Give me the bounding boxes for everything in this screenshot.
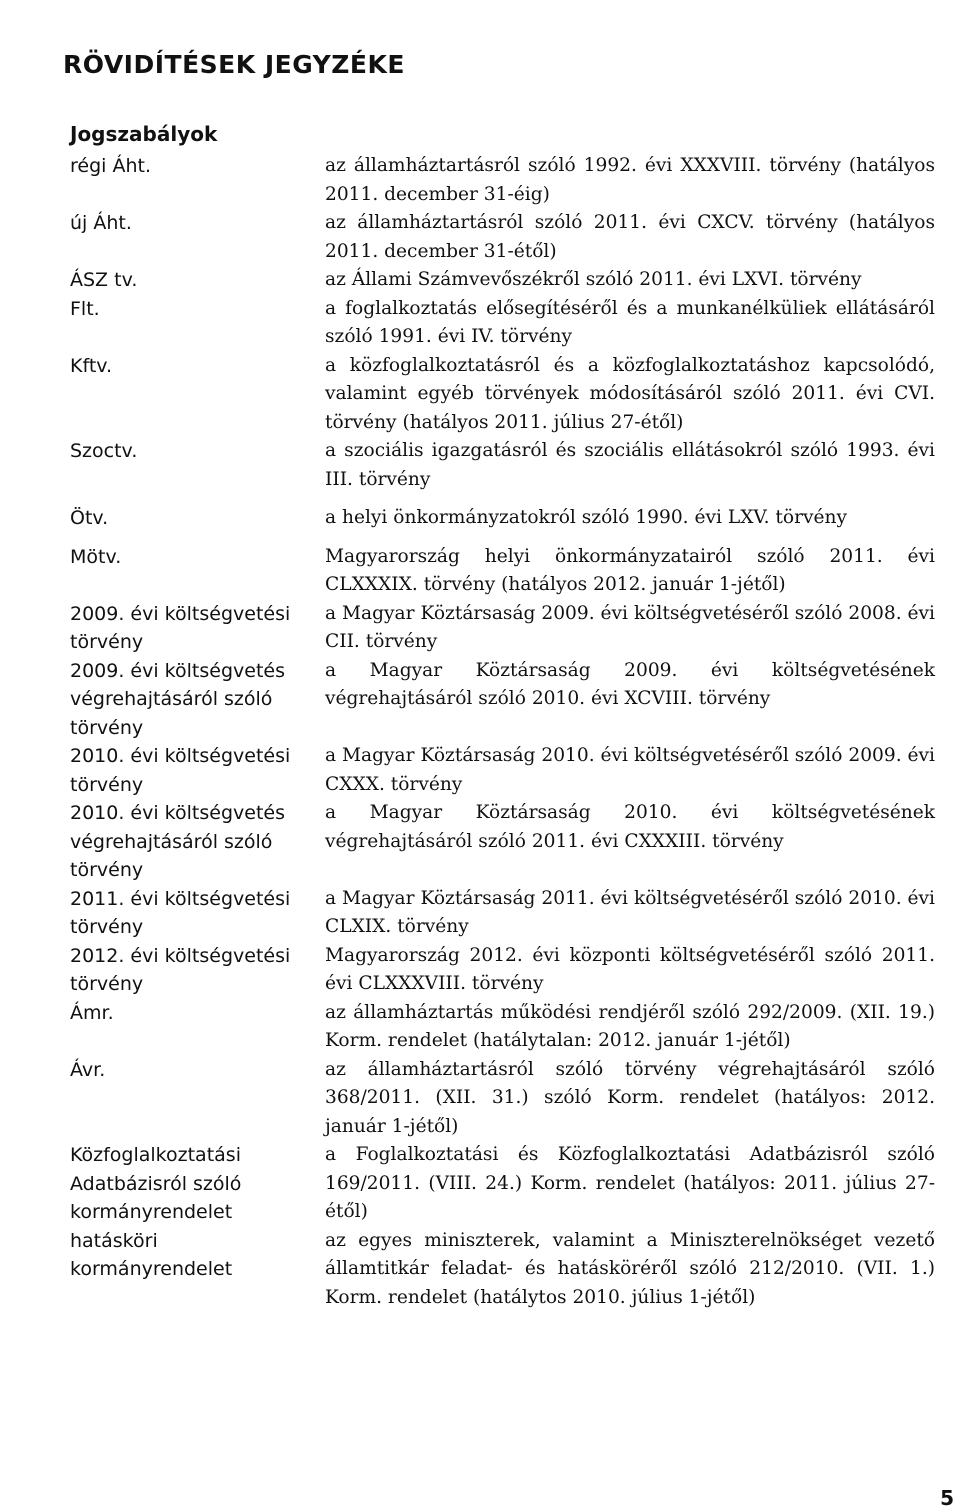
abbreviation-term: hatásköri kormányrendelet: [70, 1229, 233, 1280]
abbreviation-entry: [70, 799, 950, 885]
abbreviation-term: Flt.: [70, 297, 100, 320]
abbreviation-definition: a Magyar Köztársaság 2009. évi költségvetésének végrehajtásáról szóló 2010. évi XCVIII. törvény: [325, 659, 935, 709]
abbreviation-definition: az egyes miniszterek, valamint a Miniszterelnökséget vezető államtitkár feladat- és hatásköréről szóló 212/2010. (VII. 1.) Korm. rendelet (hatálytos 2010. július 1-jétől): [325, 1229, 935, 1308]
abbreviation-term: 2009. évi költségvetés végrehajtásáról szóló törvény: [70, 659, 285, 739]
abbreviation-term: Ötv.: [70, 507, 109, 529]
abbreviation-definition: a helyi önkormányzatokról szóló 1990. évi LXV. törvény: [325, 507, 847, 528]
page-title: RÖVIDÍTÉSEK JEGYZÉKE: [63, 50, 405, 79]
abbreviation-term: Mötv.: [70, 545, 122, 568]
abbreviation-term: 2011. évi költségvetési törvény: [70, 887, 291, 938]
abbreviation-term: Ávr.: [70, 1058, 106, 1081]
abbreviation-term: Szoctv.: [70, 440, 138, 462]
abbreviation-definition: az Állami Számvevőszékről szóló 2011. évi LXVI. törvény: [325, 269, 862, 290]
abbreviation-term: 2010. évi költségvetési törvény: [70, 745, 291, 796]
abbreviation-definition: Magyarország helyi önkormányzatairól szóló 2011. évi CLXXXIX. törvény (hatályos 2012. január 1-jétől): [325, 545, 935, 595]
abbreviation-entry: [70, 1056, 950, 1142]
abbreviation-entry: [70, 1227, 950, 1313]
abbreviation-entry: [70, 352, 950, 438]
abbreviation-entry: [70, 999, 950, 1056]
abbreviation-entry: [70, 295, 950, 352]
abbreviation-definition: Magyarország 2012. évi központi költségvetéséről szóló 2011. évi CLXXXVIII. törvény: [325, 944, 935, 994]
abbreviation-term: Ámr.: [70, 1001, 114, 1024]
abbreviation-definition: az államháztartásról szóló 1992. évi XXXVIII. törvény (hatályos 2011. december 31-éig): [325, 155, 935, 205]
page-number: 5: [940, 1486, 954, 1510]
abbreviation-definition: a Foglalkoztatási és Közfoglalkoztatási Adatbázisról szóló 169/2011. (VIII. 24.) Korm. rendelet (hatályos: 2011. július 27-étől): [325, 1144, 935, 1222]
abbreviation-entry: [70, 437, 950, 494]
abbreviation-definition: az államháztartás működési rendjéről szóló 292/2009. (XII. 19.) Korm. rendelet (hatálytalan: 2012. január 1-jétől): [325, 1001, 935, 1051]
abbreviation-entry: [70, 600, 950, 657]
abbreviation-entry: [70, 504, 950, 533]
abbreviation-entry: [70, 885, 950, 942]
abbreviation-term: Közfoglalkoztatási Adatbázisról szóló kormányrendelet: [70, 1144, 242, 1223]
abbreviation-entry: [70, 266, 950, 295]
abbreviation-definition: a szociális igazgatásról és szociális ellátásokról szóló 1993. évi III. törvény: [325, 440, 935, 490]
abbreviation-entry: [70, 543, 950, 600]
abbreviation-term: 2010. évi költségvetés végrehajtásáról szóló törvény: [70, 802, 285, 881]
abbreviation-entry: [70, 1141, 950, 1227]
abbreviation-definition: a Magyar Köztársaság 2010. évi költségvetésének végrehajtásáról szóló 2011. évi CXXXIII. törvény: [325, 802, 935, 852]
abbreviation-list: [70, 152, 950, 1312]
section-heading: Jogszabályok: [70, 122, 218, 146]
abbreviation-definition: az államháztartásról szóló törvény végrehajtásáról szóló 368/2011. (XII. 31.) szóló Korm. rendelet (hatályos: 2012. január 1-jétől): [325, 1058, 935, 1137]
abbreviation-entry: [70, 942, 950, 999]
abbreviation-definition: a foglalkoztatás elősegítéséről és a munkanélküliek ellátásáról szóló 1991. évi IV. törvény: [325, 297, 935, 347]
abbreviation-entry: [70, 742, 950, 799]
abbreviation-term: új Áht.: [70, 212, 132, 234]
abbreviation-definition: a Magyar Köztársaság 2011. évi költségvetéséről szóló 2010. évi CLXIX. törvény: [325, 887, 935, 937]
abbreviation-term: régi Áht.: [70, 155, 151, 177]
abbreviation-term: Kftv.: [70, 354, 113, 377]
abbreviation-definition: az államháztartásról szóló 2011. évi CXCV. törvény (hatályos 2011. december 31-étől): [325, 212, 935, 262]
abbreviation-definition: a Magyar Köztársaság 2010. évi költségvetéséről szóló 2009. évi CXXX. törvény: [325, 745, 935, 795]
abbreviation-entry: [70, 152, 950, 209]
abbreviation-term: 2012. évi költségvetési törvény: [70, 944, 291, 995]
abbreviation-term: 2009. évi költségvetési törvény: [70, 602, 291, 653]
abbreviation-definition: a Magyar Köztársaság 2009. évi költségvetéséről szóló 2008. évi CII. törvény: [325, 602, 935, 652]
abbreviation-entry: [70, 657, 950, 743]
abbreviation-term: ÁSZ tv.: [70, 269, 138, 291]
abbreviation-definition: a közfoglalkoztatásról és a közfoglalkoztatáshoz kapcsolódó, valamint egyéb törvények módosításáról szóló 2011. évi CVI. törvény (hatályos 2011. július 27-étől): [325, 354, 935, 433]
abbreviation-entry: [70, 209, 950, 266]
